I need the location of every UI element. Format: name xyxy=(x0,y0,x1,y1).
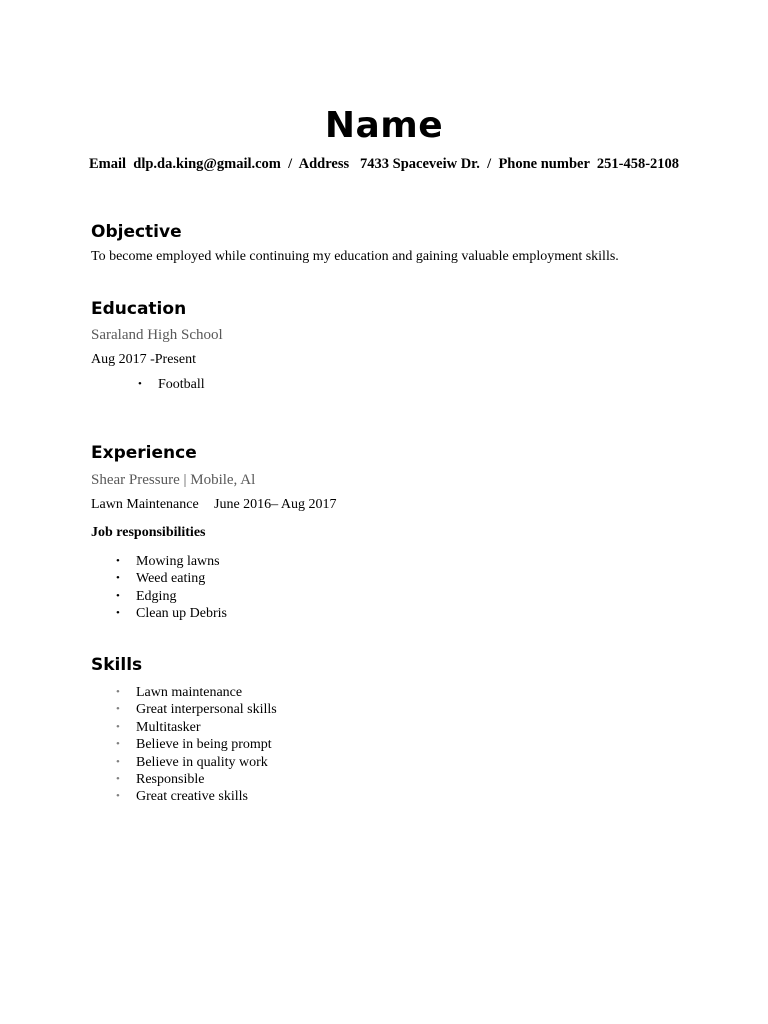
experience-heading: Experience xyxy=(91,443,197,463)
email-label: Email xyxy=(88,156,126,172)
bullet-icon: • xyxy=(116,703,120,716)
education-activities-list xyxy=(138,376,205,393)
list-item: • Believe in being prompt xyxy=(116,737,272,753)
job-role: Lawn Maintenance xyxy=(91,497,199,512)
list-item: • Football xyxy=(138,377,205,392)
bullet-icon: • xyxy=(116,790,120,803)
list-item: • Great interpersonal skills xyxy=(116,702,277,718)
bullet-icon: • xyxy=(116,772,120,785)
school-name: Saraland High School xyxy=(91,327,223,343)
objective-heading: Objective xyxy=(91,222,182,242)
email-value: dlp.da.king@gmail.com xyxy=(133,156,281,172)
responsibilities-label: Job responsibilities xyxy=(91,525,206,540)
bullet-icon: • xyxy=(116,738,120,751)
bullet-icon: • xyxy=(116,755,120,768)
address-value: 7433 Spaceveiw Dr. xyxy=(360,156,480,172)
job-dates: June 2016– Aug 2017 xyxy=(214,497,337,512)
bullet-icon: • xyxy=(116,607,120,620)
list-item: • Clean up Debris xyxy=(116,606,227,622)
bullet-icon: • xyxy=(116,589,120,602)
objective-text: To become employed while continuing my education and gaining valuable employment skills. xyxy=(91,249,619,264)
resume-name: Name xyxy=(324,105,444,146)
list-item: • Weed eating xyxy=(116,571,206,587)
list-item: • Edging xyxy=(116,588,177,604)
responsibilities-list xyxy=(116,553,227,623)
contact-separator: / xyxy=(288,156,293,172)
list-item: • Believe in quality work xyxy=(116,754,268,770)
list-item: • Responsible xyxy=(116,771,205,787)
education-dates: Aug 2017 -Present xyxy=(91,352,196,367)
list-item: • Great creative skills xyxy=(116,789,248,805)
bullet-icon: • xyxy=(116,686,120,698)
contact-line xyxy=(0,155,768,173)
employer-name: Shear Pressure | Mobile, Al xyxy=(91,472,256,488)
bullet-icon: • xyxy=(116,720,120,733)
bullet-icon: • xyxy=(116,572,120,585)
list-item: • Lawn maintenance xyxy=(116,685,243,700)
phone-value: 251-458-2108 xyxy=(596,156,680,172)
list-item: • Multitasker xyxy=(116,719,201,735)
bullet-icon: • xyxy=(138,378,142,390)
education-heading: Education xyxy=(91,299,187,319)
bullet-icon: • xyxy=(116,555,120,567)
address-label: Address xyxy=(298,156,350,172)
skills-list xyxy=(116,684,277,806)
list-item: • Mowing lawns xyxy=(116,554,220,569)
phone-label: Phone number xyxy=(498,156,590,172)
skills-heading: Skills xyxy=(91,655,143,675)
contact-separator: / xyxy=(487,156,492,172)
